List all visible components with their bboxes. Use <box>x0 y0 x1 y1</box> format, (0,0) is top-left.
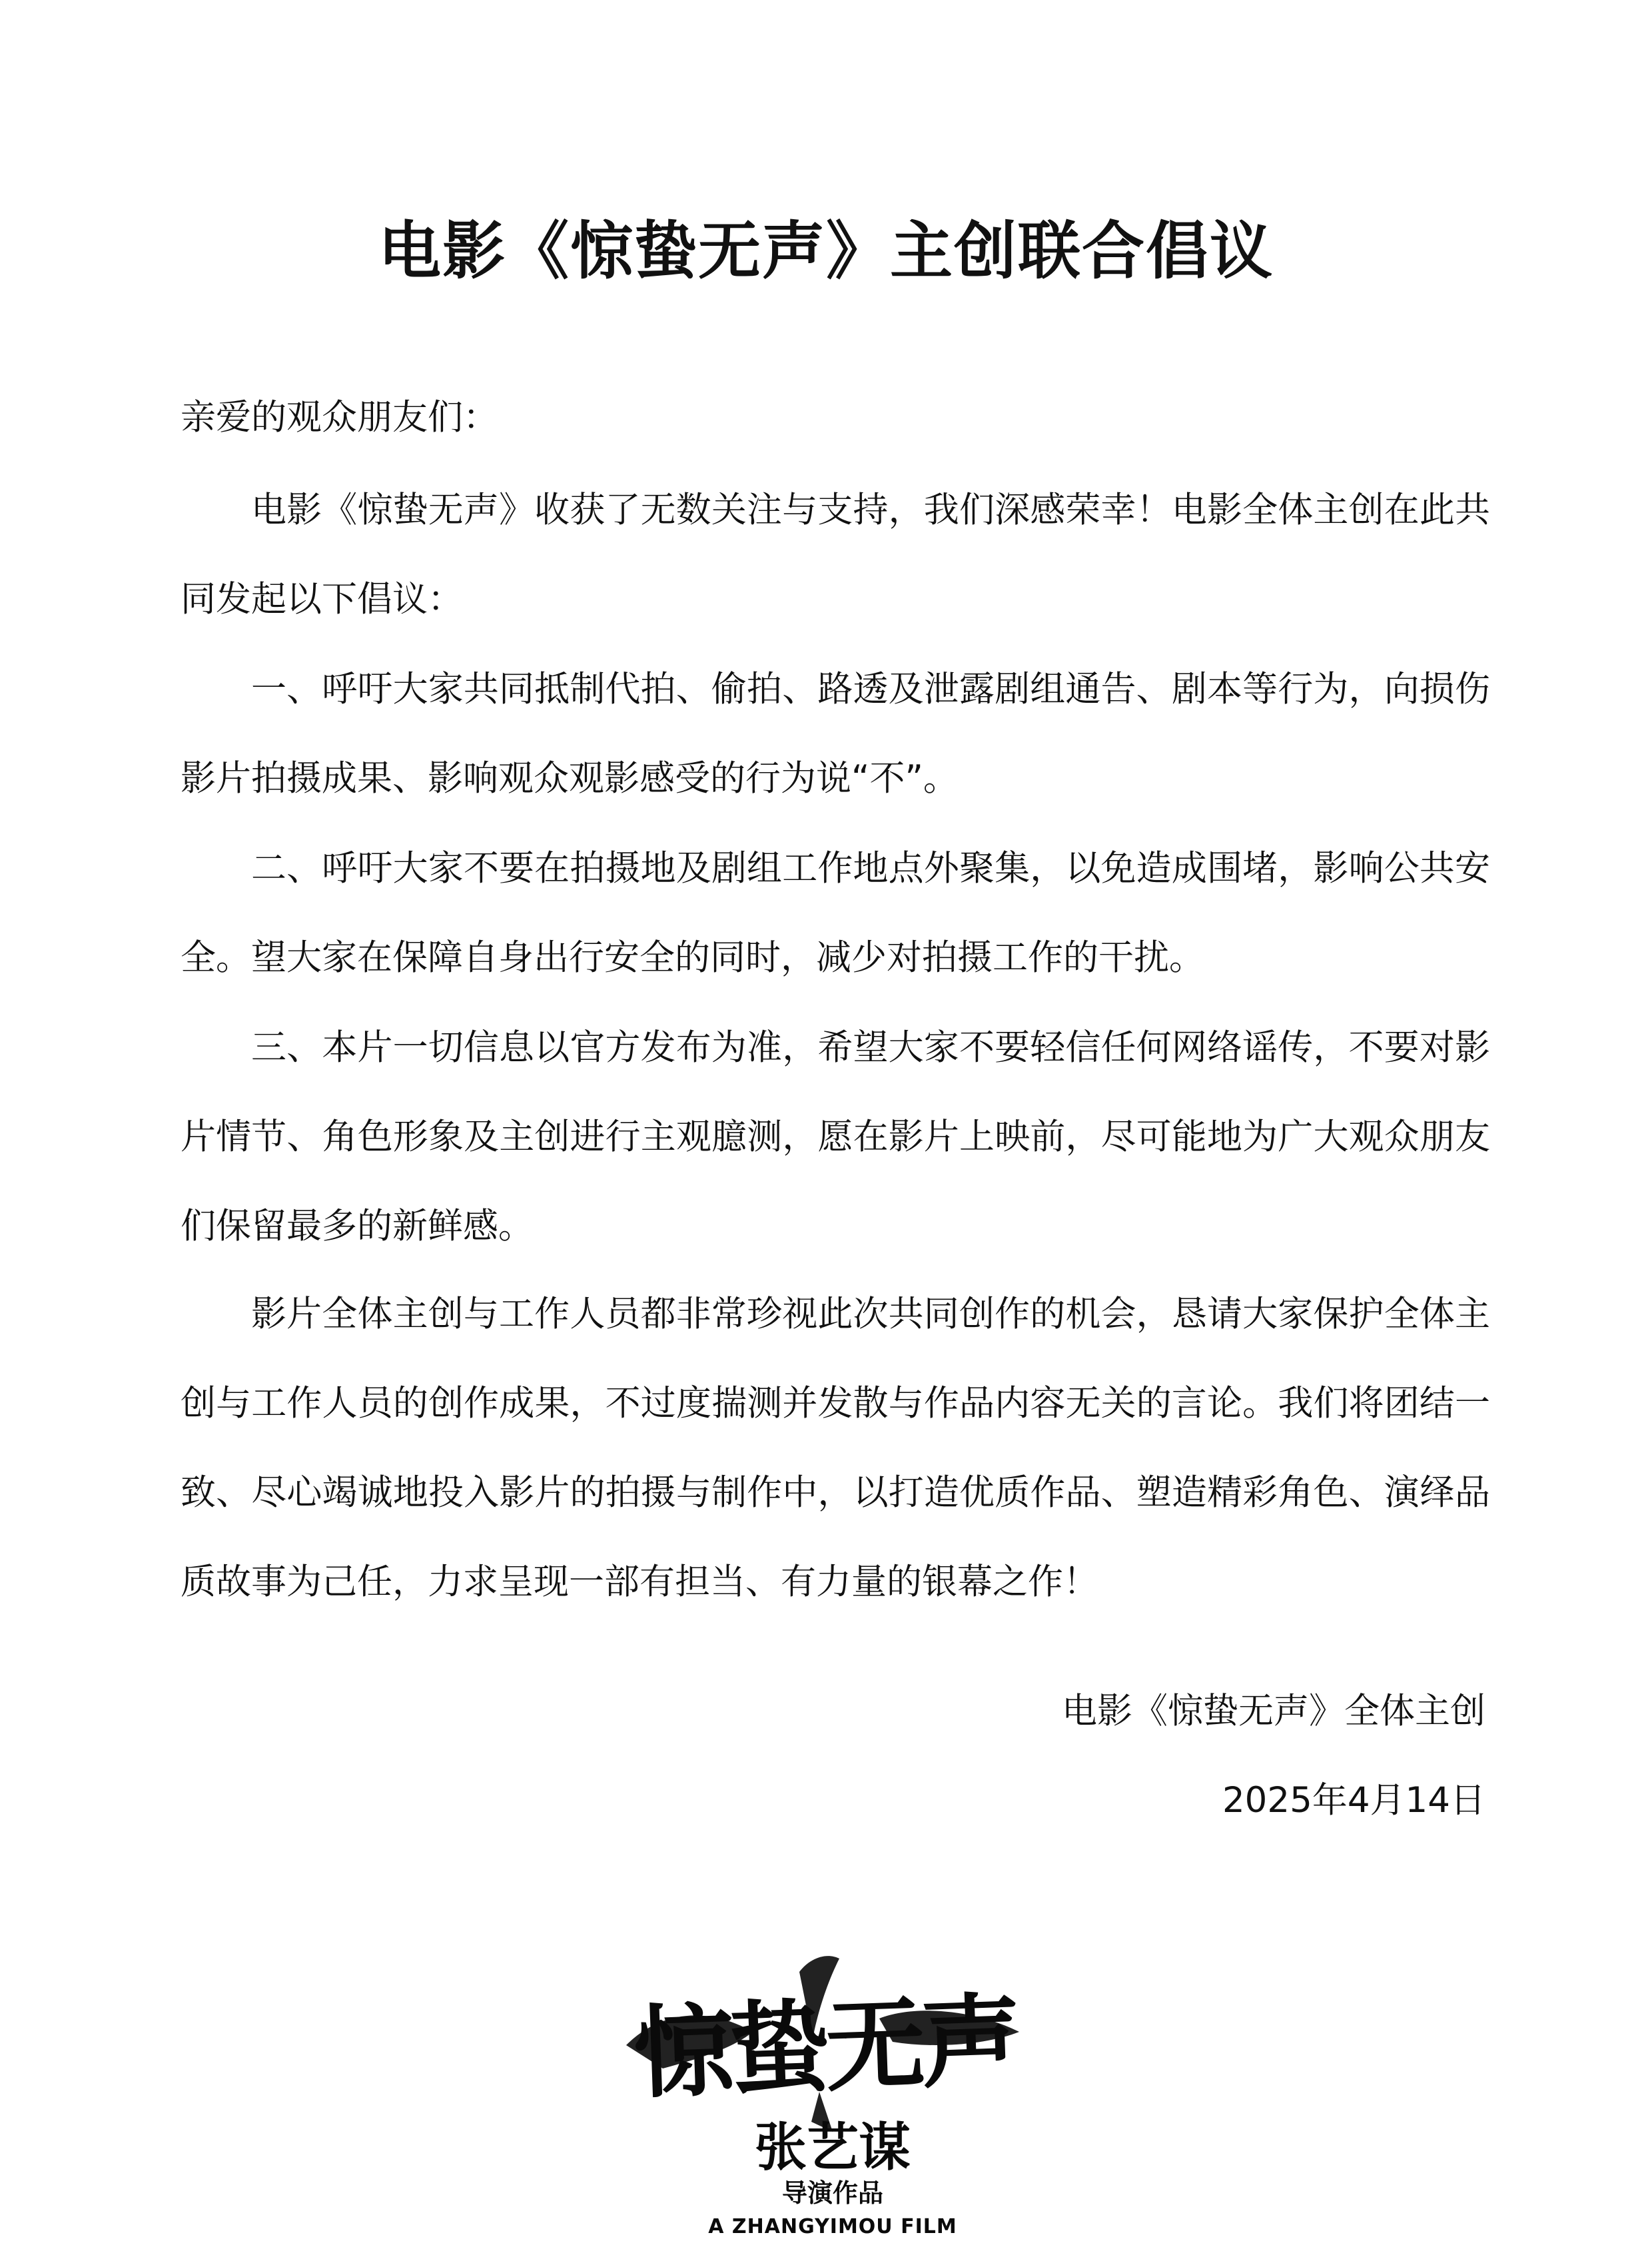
logo-director: 张艺谋 <box>754 2118 911 2178</box>
paragraph-item-2: 二、呼吁大家不要在拍摄地及剧组工作地点外聚集，以免造成围堵，影响公共安全。望大家在保障自身出行安全的同时，减少对拍摄工作的干扰。 <box>181 848 1490 978</box>
signature-date: 2025年4月14日 <box>1222 1780 1485 1821</box>
document-title: 电影《惊蛰无声》主创联合倡议 <box>378 215 1274 288</box>
logo-credit: 导演作品 <box>781 2178 884 2208</box>
paragraph-item-3: 三、本片一切信息以官方发布为准，希望大家不要轻信任何网络谣传，不要对影片情节、角色形象及主创进行主观臆测，愿在影片上映前，尽可能地为广大观众朋友们保留最多的新鲜感。 <box>181 1027 1490 1246</box>
signature-org: 电影《惊蛰无声》全体主创 <box>1062 1691 1485 1731</box>
logo-english: A ZHANGYIMOU FILM <box>708 2215 957 2238</box>
logo-title-calligraphy: 惊蛰无声 <box>631 1982 1019 2113</box>
paragraph-item-1: 一、呼吁大家共同抵制代拍、偷拍、路透及泄露剧组通告、剧本等行为，向损伤影片拍摄成果、影响观众观影感受的行为说“不”。 <box>181 669 1490 799</box>
film-logo <box>600 1932 1052 2245</box>
paragraph-closing: 影片全体主创与工作人员都非常珍视此次共同创作的机会，恳请大家保护全体主创与工作人员的创作成果，不过度揣测并发散与作品内容无关的言论。我们将团结一致、尽心竭诚地投入影片的拍摄与制作中，以打造优质作品、塑造精彩角色、演绎品质故事为己任，力求呈现一部有担当、有力量的银幕之作！ <box>181 1294 1490 1602</box>
greeting: 亲爱的观众朋友们： <box>181 397 498 438</box>
paragraph-intro: 电影《惊蛰无声》收获了无数关注与支持，我们深感荣幸！电影全体主创在此共同发起以下倡议： <box>181 490 1490 620</box>
